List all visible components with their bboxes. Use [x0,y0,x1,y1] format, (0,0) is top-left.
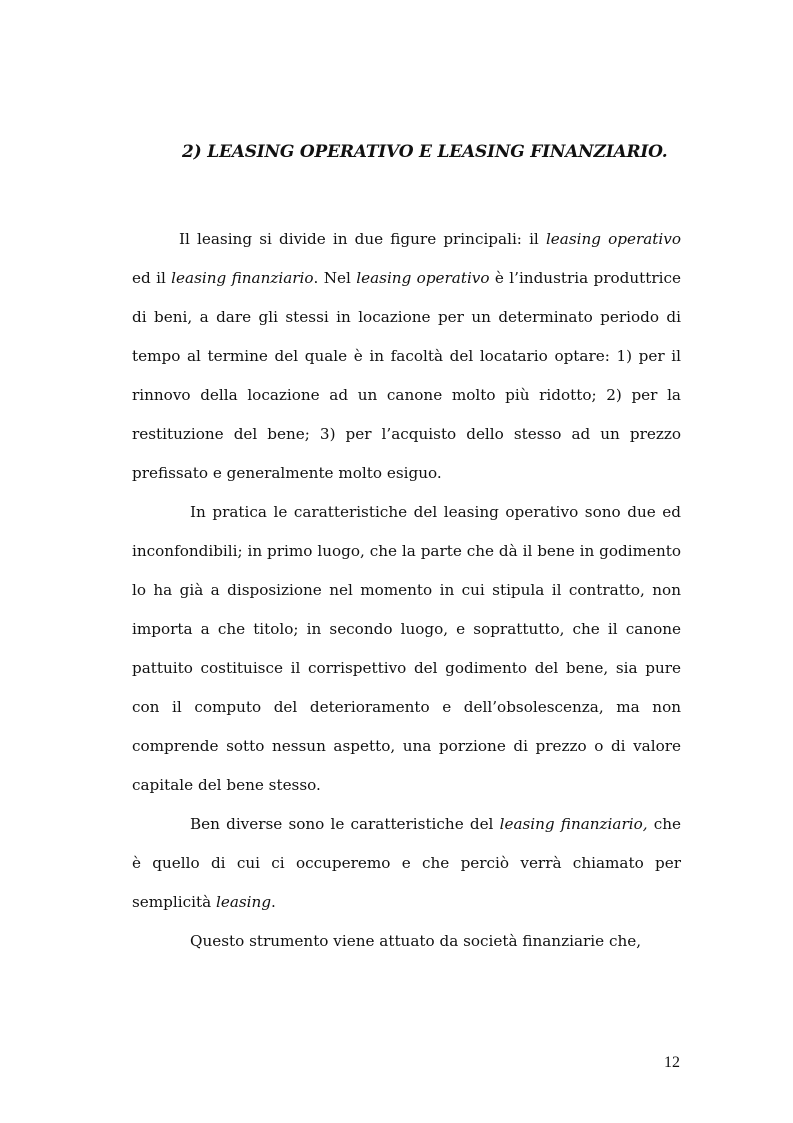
body-text [132,220,681,961]
section-heading: 2) LEASING OPERATIVO E LEASING FINANZIARIO. [182,142,668,162]
page-number: 12 [664,1054,680,1071]
emphasis-term: leasing finanziario, [499,815,648,833]
text-run: Il leasing si divide in due figure principali: il [179,230,546,248]
paragraph-2 [132,493,681,805]
paragraph-1 [132,220,681,493]
text-run: . [271,893,276,911]
emphasis-term: leasing operativo [545,230,681,248]
emphasis-term: leasing finanziario [171,269,314,287]
text-run: ed il [132,269,172,287]
text-run: Ben diverse sono le caratteristiche del [190,815,500,833]
emphasis-term: leasing [215,893,272,911]
text-run: In pratica le caratteristiche del leasing operativo sono due ed inconfondibili; in primo luogo, che la parte che dà il bene in godimento lo ha già a disposizione nel momento in cui stipula il contratto, non importa a che titolo; in secondo luogo, e soprattutto, che il canone pattuito costituisce il corrispettivo del godimento del bene, sia pure con il computo del deterioramento e dell’obsolescenza, ma non comprende sotto nessun aspetto, una porzione di prezzo o di valore capitale del bene stesso. [132,503,681,794]
text-run: è l’industria produttrice di beni, a dare gli stessi in locazione per un determinato periodo di tempo al termine del quale è in facoltà del locatario optare: 1) per il rinnovo della locazione ad un canone molto più ridotto; 2) per la restituzione del bene; 3) per l’acquisto dello stesso ad un prezzo prefissato e generalmente molto esiguo. [132,269,681,482]
paragraph-3 [132,805,681,922]
text-run: Questo strumento viene attuato da società finanziarie che, [190,932,642,950]
text-run: che è quello di cui ci occuperemo e che perciò verrà chiamato per semplicità [132,815,681,911]
text-run: . Nel [313,269,357,287]
emphasis-term: leasing operativo [356,269,490,287]
paragraph-4 [132,922,681,961]
